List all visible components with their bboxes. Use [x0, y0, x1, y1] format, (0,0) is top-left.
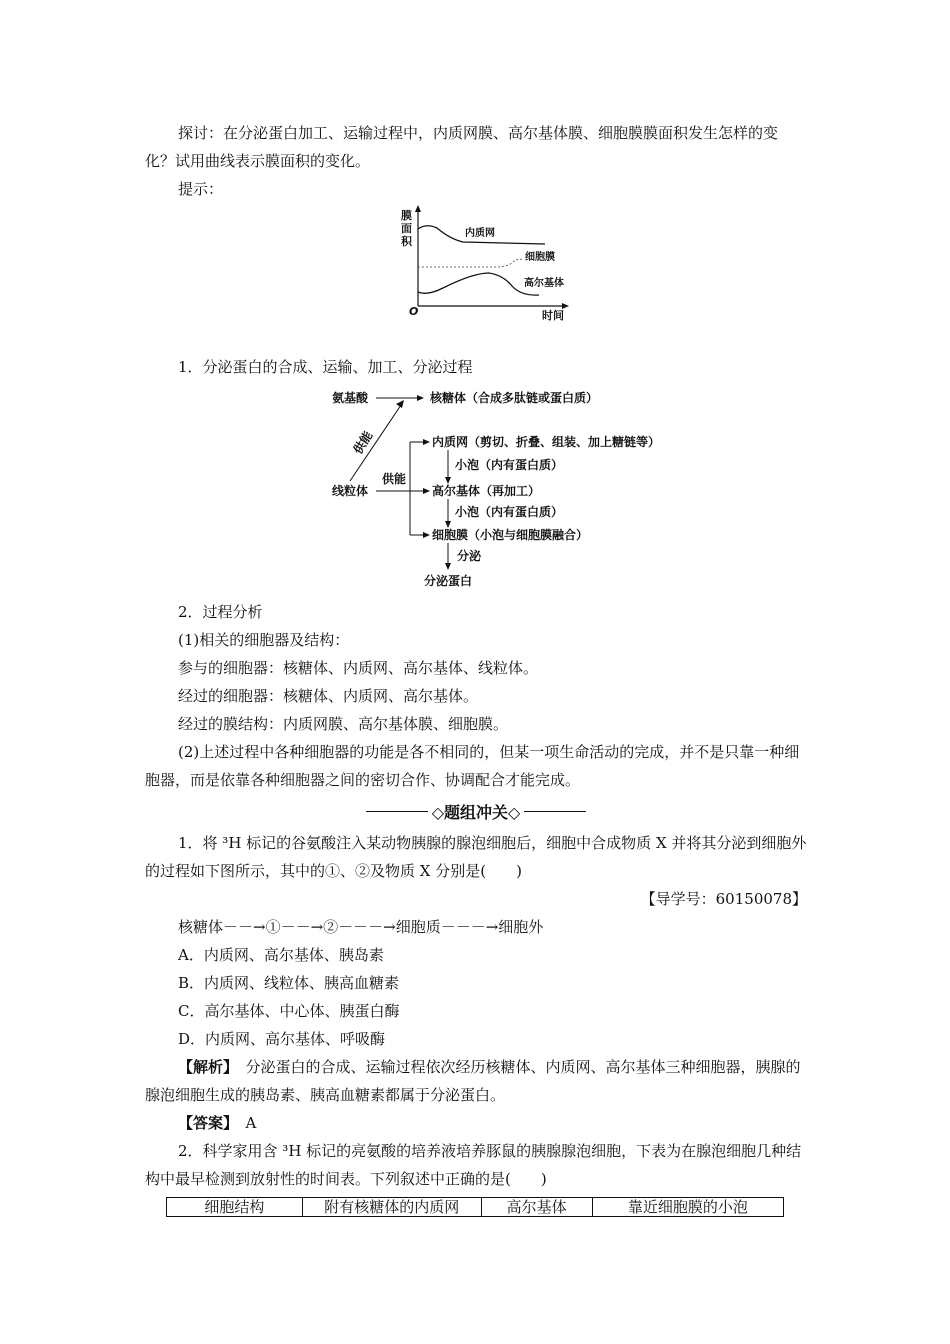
radioactivity-time-table — [166, 1197, 784, 1217]
question1-option-b[interactable]: B．内质网、线粒体、胰高血糖素 — [178, 974, 400, 992]
table-header-cell: 靠近细胞膜的小泡 — [592, 1198, 783, 1217]
divider-line-left — [366, 811, 428, 812]
mitochondria-label: 线粒体 — [332, 484, 369, 498]
analysis-label: 【解析】 — [178, 1058, 231, 1076]
er-step-label: 内质网（剪切、折叠、组装、加上糖链等） — [432, 435, 661, 449]
question1-option-d[interactable]: D．内质网、高尔基体、呼吸酶 — [178, 1030, 386, 1048]
y-axis-label-2: 面 — [401, 222, 412, 235]
divider-line-right — [524, 811, 586, 812]
passed-membranes: 经过的膜结构：内质网膜、高尔基体膜、细胞膜。 — [178, 715, 509, 733]
question1-analysis — [145, 1053, 807, 1109]
origin-label: O — [409, 305, 419, 318]
analysis-text: 分泌蛋白的合成、运输过程依次经历核糖体、内质网、高尔基体三种细胞器，胰腺的腺泡细胞生成的胰岛素、胰高血糖素都属于分泌蛋白。 — [145, 1058, 801, 1104]
membrane-to-secretion-arrowhead — [445, 563, 451, 570]
membrane-area-chart — [395, 203, 595, 323]
amino-acid-arrowhead — [417, 395, 424, 401]
y-axis-arrow — [415, 205, 421, 212]
vesicle2-label: 小泡（内有蛋白质） — [455, 505, 564, 519]
energy-to-membrane-arrowhead — [423, 532, 430, 538]
passed-organelles: 经过的细胞器：核糖体、内质网、高尔基体。 — [178, 687, 479, 705]
cell-membrane-curve-label: 细胞膜 — [525, 252, 555, 263]
table-row — [167, 1198, 784, 1217]
secreted-protein-label: 分泌蛋白 — [424, 574, 473, 588]
golgi-curve-label: 高尔基体 — [524, 278, 564, 289]
energy-supply-label: 供能 — [382, 472, 407, 486]
y-axis-label-1: 膜 — [401, 209, 412, 222]
golgi-to-membrane-arrowhead — [445, 521, 451, 528]
table-header-cell: 细胞结构 — [167, 1198, 303, 1217]
er-curve-label: 内质网 — [465, 228, 495, 239]
section2-heading: 2．过程分析 — [178, 603, 263, 621]
divider-title: ◇题组冲关◇ — [431, 802, 521, 822]
amino-acid-label: 氨基酸 — [332, 391, 369, 405]
x-axis-label: 时间 — [542, 309, 564, 322]
question1-guide-number: 【导学号：60150078】 — [640, 890, 807, 908]
section2-sub2: (2)上述过程中各种细胞器的功能是各不相同的，但某一项生命活动的完成，并不是只靠一种细胞器，而是依靠各种细胞器之间的密切合作、协调配合才能完成。 — [145, 743, 800, 789]
cell-membrane-step-label: 细胞膜（小泡与细胞膜融合） — [432, 528, 589, 542]
question2-stem: 2．科学家用含 ³H 标记的亮氨酸的培养液培养豚鼠的胰腺腺泡细胞，下表为在腺泡细胞几种结构中最早检测到放射性的时间表。下列叙述中正确的是( ) — [145, 1142, 802, 1188]
table-header-cell: 附有核糖体的内质网 — [302, 1198, 481, 1217]
section1-heading: 1．分泌蛋白的合成、运输、加工、分泌过程 — [178, 358, 473, 376]
ribosome-label: 核糖体（合成多肽链或蛋白质） — [430, 391, 599, 405]
question1-pathway: 核糖体－－→①－－→②－－－→细胞质－－－→细胞外 — [178, 918, 544, 936]
vesicle1-label: 小泡（内有蛋白质） — [455, 458, 564, 472]
question1-option-a[interactable]: A．内质网、高尔基体、胰岛素 — [178, 946, 384, 964]
golgi-step-label: 高尔基体（再加工） — [432, 484, 541, 498]
discussion-question: 探讨：在分泌蛋白加工、运输过程中，内质网膜、高尔基体膜、细胞膜膜面积发生怎样的变化？试用曲线表示膜面积的变化。 — [145, 124, 779, 170]
er-to-golgi-arrowhead — [445, 477, 451, 484]
participating-organelles: 参与的细胞器：核糖体、内质网、高尔基体、线粒体。 — [178, 659, 539, 677]
golgi-membrane-curve — [418, 273, 539, 295]
section-divider — [145, 797, 807, 825]
section2-sub1: (1)相关的细胞器及结构： — [178, 631, 350, 649]
cell-membrane-curve — [418, 259, 523, 267]
question1-answer — [178, 1109, 808, 1137]
question1-option-c[interactable]: C．高尔基体、中心体、胰蛋白酶 — [178, 1002, 400, 1020]
secretion-label: 分泌 — [457, 549, 482, 563]
energy-to-golgi-arrowhead — [423, 488, 430, 494]
answer-text: A — [230, 1114, 257, 1132]
answer-label: 【答案】 — [178, 1114, 231, 1132]
question1-stem: 1．将 ³H 标记的谷氨酸注入某动物胰腺的腺泡细胞后，细胞中合成物质 X 并将其分泌到细胞外的过程如下图所示，其中的①、②及物质 X 分别是( ) — [145, 834, 807, 880]
y-axis-label-3: 积 — [401, 235, 412, 248]
energy-supply-diagonal-label: 供能 — [350, 428, 376, 457]
hint-label: 提示： — [178, 180, 224, 198]
table-header-cell: 高尔基体 — [481, 1198, 592, 1217]
energy-to-er-arrowhead — [423, 439, 430, 445]
secretion-flow-diagram — [320, 385, 670, 595]
